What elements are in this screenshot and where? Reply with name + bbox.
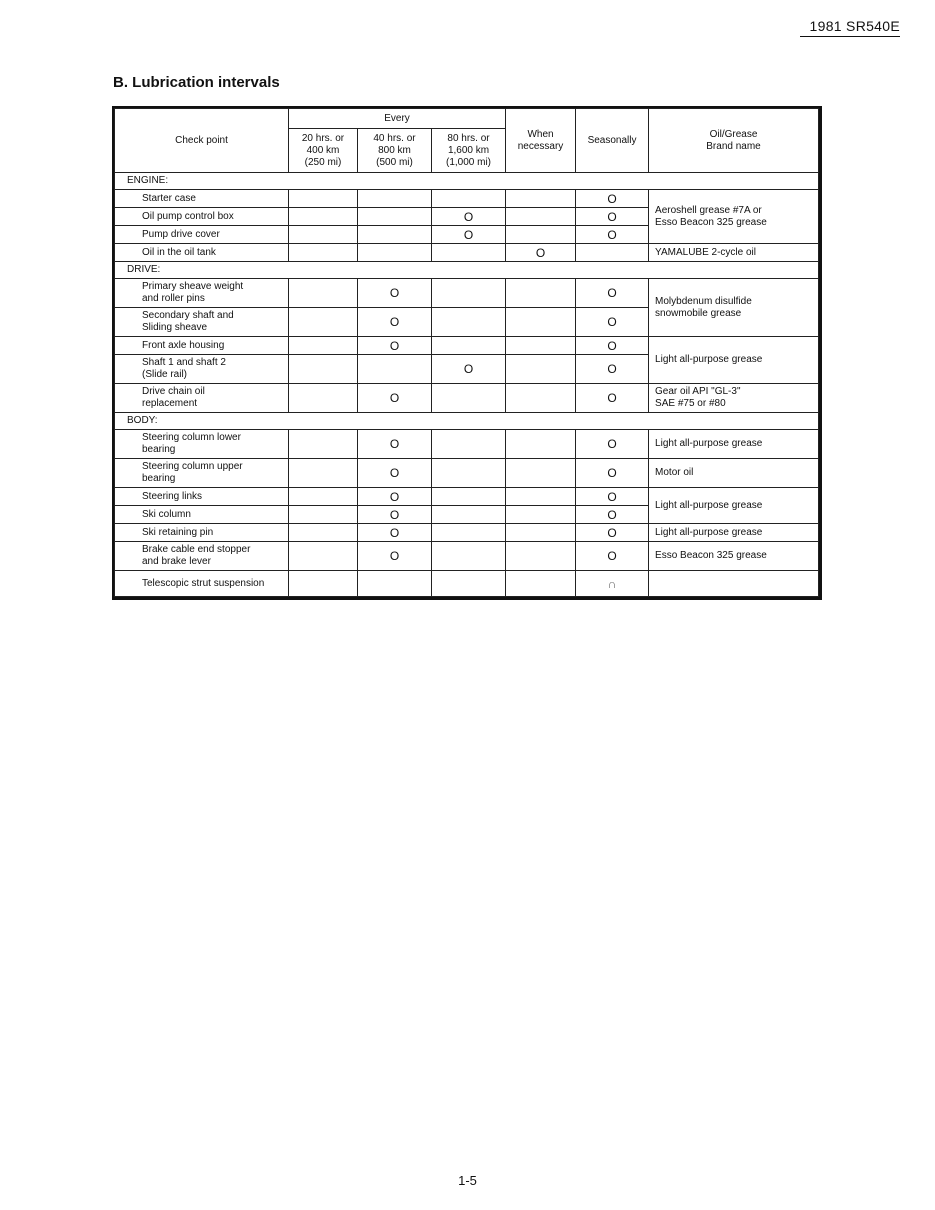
- table-row: [115, 488, 819, 506]
- header-every: Every: [289, 109, 506, 129]
- oil-grease-name: Motor oil: [649, 459, 819, 488]
- page-number: 1-5: [458, 1173, 477, 1188]
- check-point-label: Steering column upper bearing: [115, 459, 289, 488]
- interval-mark: ∩: [576, 571, 649, 597]
- check-point-label: Secondary shaft and Sliding sheave: [115, 308, 289, 337]
- check-point-label: Front axle housing: [115, 337, 289, 355]
- interval-mark: O: [358, 459, 432, 488]
- interval-mark: O: [432, 226, 506, 244]
- check-point-label: Drive chain oil replacement: [115, 384, 289, 413]
- oil-grease-name: Aeroshell grease #7A or Esso Beacon 325 grease: [649, 190, 819, 244]
- header-interval-20h: 20 hrs. or 400 km (250 mi): [289, 129, 358, 173]
- table-row: [115, 542, 819, 571]
- interval-mark: O: [576, 488, 649, 506]
- check-point-label: Shaft 1 and shaft 2 (Slide rail): [115, 355, 289, 384]
- check-point-label: Steering links: [115, 488, 289, 506]
- interval-mark: O: [506, 244, 576, 262]
- check-point-label: Brake cable end stopper and brake lever: [115, 542, 289, 571]
- oil-grease-name: Molybdenum disulfide snowmobile grease: [649, 279, 819, 337]
- interval-mark: O: [358, 430, 432, 459]
- interval-mark: O: [576, 190, 649, 208]
- table-row: [115, 524, 819, 542]
- check-point-label: Ski retaining pin: [115, 524, 289, 542]
- header-interval-80h: 80 hrs. or 1,600 km (1,000 mi): [432, 129, 506, 173]
- interval-mark: O: [576, 208, 649, 226]
- oil-grease-name: Light all-purpose grease: [649, 488, 819, 524]
- check-point-label: Starter case: [115, 190, 289, 208]
- check-point-label: Pump drive cover: [115, 226, 289, 244]
- lubrication-table-frame: [112, 106, 822, 600]
- table-row: [115, 337, 819, 355]
- interval-mark: O: [432, 355, 506, 384]
- interval-mark: O: [576, 506, 649, 524]
- interval-mark: O: [358, 384, 432, 413]
- interval-mark: O: [358, 488, 432, 506]
- interval-mark: O: [358, 524, 432, 542]
- check-point-label: Ski column: [115, 506, 289, 524]
- interval-mark: O: [576, 308, 649, 337]
- category-body: BODY:: [115, 413, 819, 430]
- interval-mark: O: [576, 279, 649, 308]
- header-check-point: Check point: [115, 109, 289, 173]
- interval-mark: O: [358, 279, 432, 308]
- category-engine: ENGINE:: [115, 173, 819, 190]
- interval-mark: O: [576, 459, 649, 488]
- table-row: [115, 459, 819, 488]
- header-interval-40h: 40 hrs. or 800 km (500 mi): [358, 129, 432, 173]
- interval-mark: O: [576, 226, 649, 244]
- document-model-header: 1981 SR540E: [800, 18, 900, 37]
- oil-grease-name: Light all-purpose grease: [649, 430, 819, 459]
- oil-grease-name: YAMALUBE 2-cycle oil: [649, 244, 819, 262]
- interval-mark: O: [358, 506, 432, 524]
- interval-mark: O: [358, 308, 432, 337]
- table-row: [115, 571, 819, 597]
- check-point-label: Primary sheave weight and roller pins: [115, 279, 289, 308]
- lubrication-intervals-table: [114, 108, 819, 597]
- header-oil-grease: Oil/Grease Brand name: [649, 109, 819, 173]
- category-drive: DRIVE:: [115, 262, 819, 279]
- check-point-label: Telescopic strut suspension: [115, 571, 289, 597]
- interval-mark: O: [358, 542, 432, 571]
- table-row: [115, 190, 819, 208]
- interval-mark: O: [576, 384, 649, 413]
- interval-mark: O: [576, 337, 649, 355]
- table-row: [115, 430, 819, 459]
- oil-grease-name: Gear oil API "GL-3" SAE #75 or #80: [649, 384, 819, 413]
- oil-grease-name: Light all-purpose grease: [649, 524, 819, 542]
- check-point-label: Steering column lower bearing: [115, 430, 289, 459]
- interval-mark: O: [358, 337, 432, 355]
- interval-mark: O: [432, 208, 506, 226]
- check-point-label: Oil pump control box: [115, 208, 289, 226]
- interval-mark: O: [576, 542, 649, 571]
- table-row: [115, 279, 819, 308]
- table-row: [115, 244, 819, 262]
- check-point-label: Oil in the oil tank: [115, 244, 289, 262]
- table-row: [115, 384, 819, 413]
- interval-mark: O: [576, 524, 649, 542]
- interval-mark: O: [576, 430, 649, 459]
- header-when-necessary: When necessary: [506, 109, 576, 173]
- header-seasonally: Seasonally: [576, 109, 649, 173]
- oil-grease-name: Light all-purpose grease: [649, 337, 819, 384]
- section-title: B. Lubrication intervals: [113, 74, 280, 91]
- interval-mark: O: [576, 355, 649, 384]
- oil-grease-name: Esso Beacon 325 grease: [649, 542, 819, 571]
